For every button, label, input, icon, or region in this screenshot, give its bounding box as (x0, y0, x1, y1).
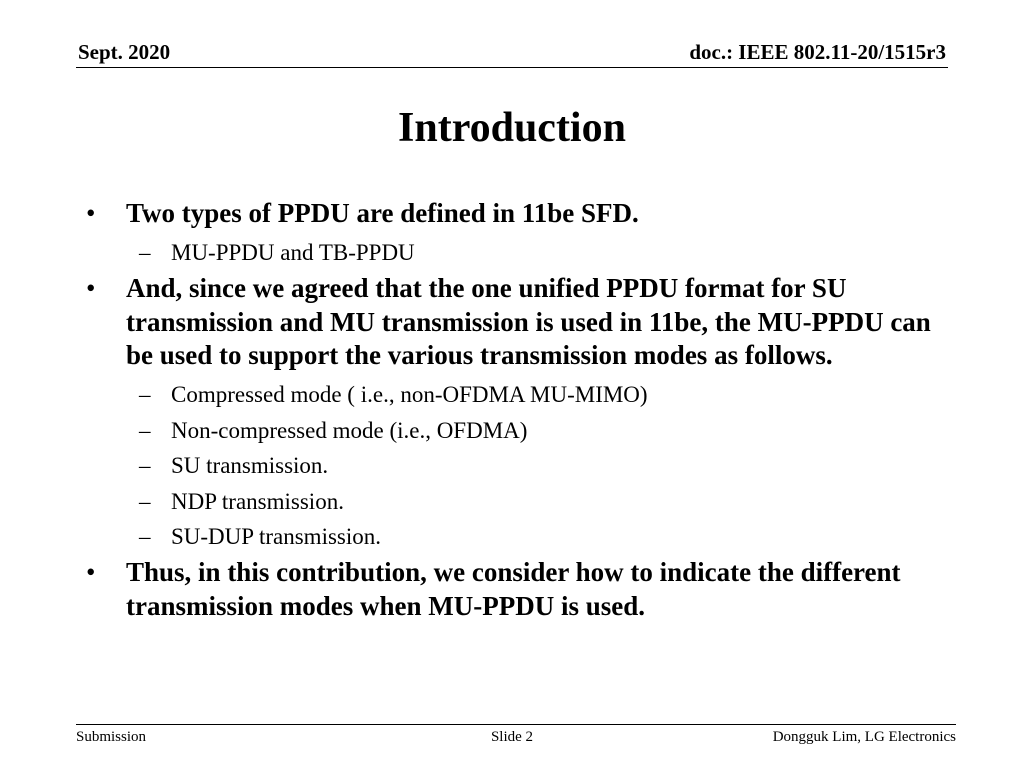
sub-bullet-text: SU transmission. (171, 453, 329, 478)
bullet-marker: • (86, 273, 96, 303)
sub-bullet-marker: – (139, 524, 151, 549)
bullet-item (86, 197, 946, 231)
sub-bullet-item (86, 417, 946, 444)
bullet-item (86, 272, 946, 373)
footer-author: Dongguk Lim, LG Electronics (772, 729, 956, 745)
sub-bullet-text: Compressed mode ( i.e., non-OFDMA MU-MIMO) (171, 382, 648, 407)
footer-slide-number: Slide 2 (490, 729, 534, 745)
sub-bullet-marker: – (139, 417, 151, 443)
slide-title: Introduction (398, 105, 626, 151)
bullet-marker: • (86, 557, 96, 587)
header-date: Sept. 2020 (78, 40, 171, 64)
sub-bullet-text: MU-PPDU and TB-PPDU (171, 240, 415, 265)
bullet-text: Thus, in this contribution, we consider how to indicate the different transmission modes when MU-PPDU is used. (126, 557, 901, 621)
slide-content (86, 197, 946, 623)
sub-bullet-marker: – (139, 488, 151, 514)
sub-bullet-text: Non-compressed mode (i.e., OFDMA) (171, 417, 528, 443)
sub-bullet-marker: – (139, 240, 151, 265)
footer-submission: Submission (76, 729, 147, 745)
sub-bullet-marker: – (139, 382, 151, 407)
footer-divider (76, 724, 956, 725)
bullet-item (86, 556, 946, 623)
sub-bullet-item (86, 239, 946, 266)
sub-bullet-item (86, 381, 946, 408)
sub-bullet-item (86, 488, 946, 515)
sub-bullet-item (86, 523, 946, 550)
bullet-text: Two types of PPDU are defined in 11be SFD. (126, 198, 639, 228)
sub-bullet-text: NDP transmission. (171, 488, 344, 514)
sub-bullet-text: SU-DUP transmission. (171, 524, 381, 549)
header-doc-id: doc.: IEEE 802.11-20/1515r3 (689, 40, 946, 64)
sub-bullet-item (86, 452, 946, 479)
bullet-marker: • (86, 198, 96, 228)
bullet-text: And, since we agreed that the one unified PPDU format for SU transmission and MU transmission is used in 11be, the MU-PPDU can be used to support the various transmission modes as follows. (126, 273, 931, 370)
header-divider (76, 67, 948, 68)
sub-bullet-marker: – (139, 453, 151, 478)
